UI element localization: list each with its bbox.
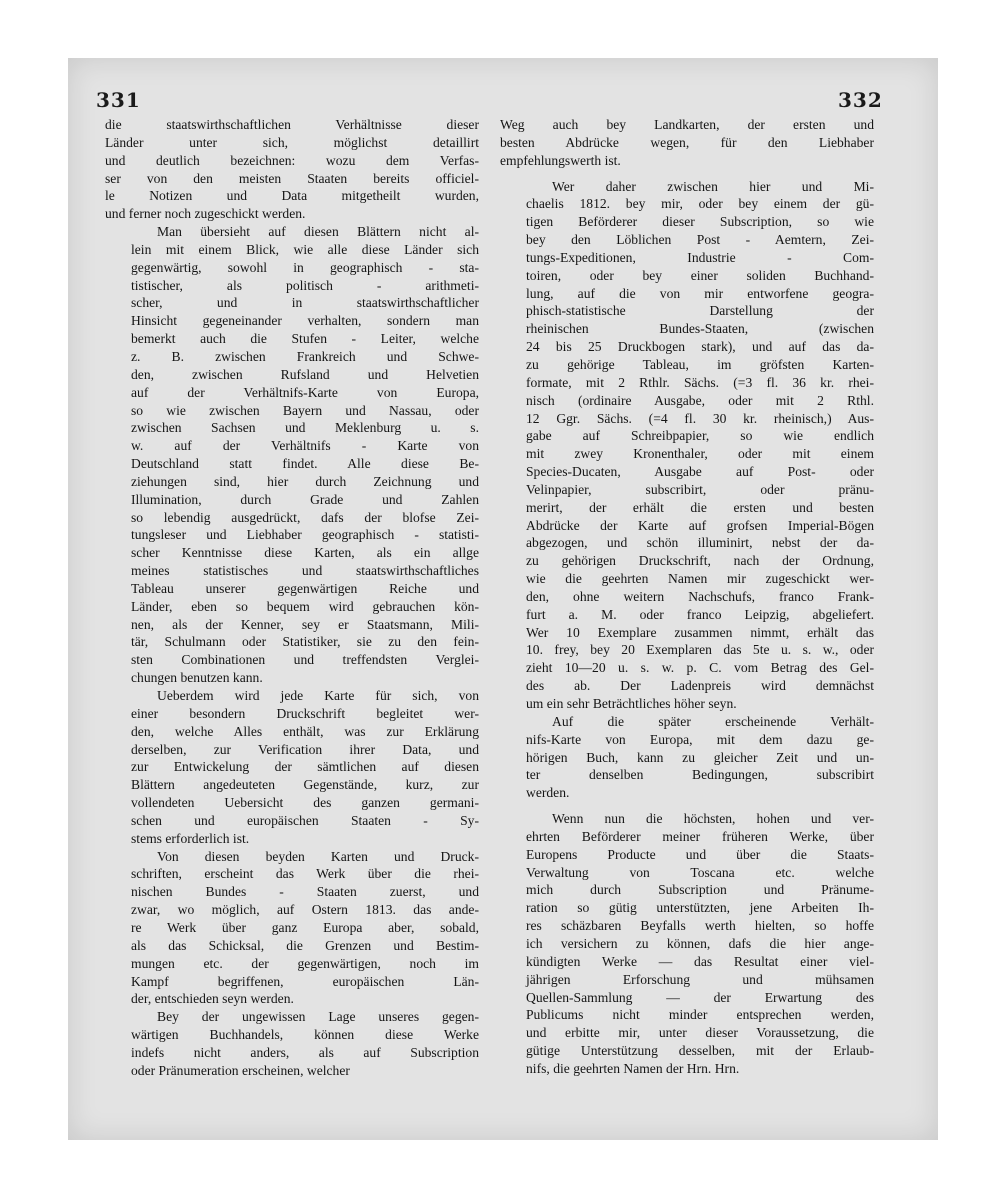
text-line: tär, Schulmann oder Statistiker, sie zu den fein-	[131, 634, 479, 650]
text-line: w. auf der Verhältnifs - Karte von	[131, 438, 479, 454]
text-line: ziehungen sind, hier durch Zeichnung und	[131, 473, 479, 489]
text-line: tungsleser und Liebhaber geographisch - statisti-	[131, 527, 479, 543]
text-line: um ein sehr Beträchtliches höher seyn.	[526, 696, 737, 711]
text-line: so lebendig ausgedrückt, dafs der blofse Zei-	[131, 509, 479, 525]
text-line: gütige Unterstützung desselben, mit der Erlaub-	[526, 1043, 874, 1059]
text-line: Weg auch bey Landkarten, der ersten und	[500, 117, 874, 132]
text-line: hörigen Buch, kann zu gleicher Zeit und un-	[526, 749, 874, 765]
text-line: ration so gütig unterstützten, jene Arbeiten Ih-	[526, 900, 874, 916]
text-line: wie die geehrten Namen mir zugeschickt wer-	[526, 571, 874, 587]
paragraph	[105, 223, 479, 687]
text-line: sten Combinationen und treffendsten Verglei-	[131, 652, 479, 668]
text-line: so wie zwischen Bayern und Nassau, oder	[131, 402, 479, 418]
text-line: 24 bis 25 Druckbogen stark), und auf das da-	[526, 339, 874, 355]
text-line: und deutlich bezeichnen: wozu dem Verfas-	[105, 152, 479, 168]
text-line: werden.	[526, 785, 570, 801]
text-line: besten Abdrücke wegen, für den Liebhaber	[500, 134, 874, 150]
text-line: rheinischen Bundes-Staaten, (zwischen	[526, 321, 874, 337]
text-line: ser von den meisten Staaten bereits officiel-	[105, 170, 479, 186]
text-line: 10. frey, bey 20 Exemplaren das 5te u. s. w., oder	[526, 642, 874, 658]
text-line: Quellen-Sammlung — der Erwartung des	[526, 989, 874, 1005]
text-line: formate, mit 2 Rthlr. Sächs. (=3 fl. 36 kr. rhei-	[526, 374, 874, 390]
text-line: scher, und in staatswirthschaftlicher	[131, 295, 479, 311]
text-line: ter denselben Bedingungen, subscribirt	[526, 767, 874, 783]
text-line: Bey der ungewissen Lage unseres gegen-	[157, 1009, 479, 1025]
text-line: wärtigen Buchhandels, können diese Werke	[131, 1027, 479, 1043]
text-line: ehrten Beförderer meiner früheren Werke, über	[526, 828, 874, 844]
text-line: indefs nicht anders, als auf Subscription	[131, 1044, 479, 1060]
text-line: empfehlungswerth ist.	[500, 152, 621, 168]
text-line: einer besondern Druckschrift begleitet wer-	[131, 705, 479, 721]
text-line: Von diesen beyden Karten und Druck-	[157, 848, 479, 864]
text-line: tigen Beförderer dieser Subscription, so wie	[526, 214, 874, 230]
right-column	[500, 116, 874, 1078]
text-line: mit zwey Kronenthaler, oder mit einem	[526, 446, 874, 462]
text-line: lung, auf die von mir entworfene geogra-	[526, 285, 874, 301]
text-line: Wenn nun die höchsten, hohen und ver-	[552, 811, 874, 827]
text-line: und erbitte mir, unter dieser Voraussetzung, die	[526, 1025, 874, 1041]
text-line: der, entschieden seyn werden.	[131, 991, 294, 1007]
text-line: Länder, eben so bequem wird gebrauchen kön-	[131, 598, 479, 614]
text-line: und ferner noch zugeschickt werden.	[105, 206, 306, 222]
text-line: mich durch Subscription und Pränume-	[526, 882, 874, 898]
text-line: Länder unter sich, möglichst detaillirt	[105, 134, 479, 150]
text-line: Illumination, durch Grade und Zahlen	[131, 491, 479, 507]
text-line: Hinsicht gegeneinander verhalten, sondern man	[131, 313, 479, 329]
text-line: schen und europäischen Staaten - Sy-	[131, 812, 479, 828]
text-line: Wer 10 Exemplare zusammen nimmt, erhält das	[526, 624, 874, 640]
text-line: oder Pränumeration erscheinen, welcher	[131, 1062, 350, 1078]
text-line: furt a. M. oder franco Leipzig, abgeliefert.	[526, 606, 874, 622]
text-line: Abdrücke der Karte auf grofsen Imperial-Bögen	[526, 517, 874, 533]
text-line: phisch-statistische Darstellung der	[526, 303, 874, 319]
text-line: Publicums nicht minder entsprechen werden,	[526, 1007, 874, 1023]
text-line: den, zwischen Rufsland und Helvetien	[131, 366, 479, 382]
text-line: Deutschland statt findet. Alle diese Be-	[131, 456, 479, 472]
text-line: zu gehörigen Druckschrift, nach der Ordnung,	[526, 553, 874, 569]
left-column	[105, 116, 479, 1080]
paragraph-gap	[500, 170, 874, 178]
text-line: die staatswirthschaftlichen Verhältnisse dieser	[105, 117, 479, 132]
text-line: jährigen Erforschung und mühsamen	[526, 971, 874, 987]
text-line: Species-Ducaten, Ausgabe auf Post- oder	[526, 464, 874, 480]
page-number-right: 332	[838, 88, 883, 112]
text-line: derselben, zur Verification ihrer Data, und	[131, 741, 479, 757]
text-line: lein mit einem Blick, wie alle diese Länder sich	[131, 241, 479, 257]
text-line: Europens Producte und über die Staats-	[526, 846, 874, 862]
text-line: kündigten Werke — das Resultat einer viel-	[526, 953, 874, 969]
text-line: ich versichern zu können, dafs die hier ange-	[526, 935, 874, 951]
text-line: merirt, der erhält die ersten und besten	[526, 499, 874, 515]
text-line: des ab. Der Ladenpreis wird demnächst	[526, 678, 874, 694]
text-line: Man übersieht auf diesen Blättern nicht al-	[157, 224, 479, 240]
text-line: scher Kenntnisse diese Karten, als ein allge	[131, 545, 479, 561]
text-line: zieht 10—20 u. s. w. p. C. vom Betrag des Gel-	[526, 660, 874, 676]
paragraph	[105, 116, 479, 223]
text-line: als das Schicksal, die Grenzen und Bestim-	[131, 937, 479, 953]
page-number-left: 331	[96, 88, 141, 112]
text-line: nen, als der Kenner, sey er Staatsmann, Mili-	[131, 616, 479, 632]
text-line: toiren, oder bey einer soliden Buchhand-	[526, 267, 874, 283]
text-line: Tableau unserer gegenwärtigen Reiche und	[131, 580, 479, 596]
paragraph	[105, 687, 479, 848]
text-line: zu gehörige Tableau, im gröfsten Karten-	[526, 356, 874, 372]
text-line: stems erforderlich ist.	[131, 830, 250, 846]
text-line: meines statistisches und staatswirthschaftliches	[131, 563, 479, 579]
text-line: tistischer, als politisch - arithmeti-	[131, 277, 479, 293]
text-line: zwar, wo möglich, auf Ostern 1813. das ande-	[131, 902, 479, 918]
paragraph	[105, 848, 479, 1009]
text-line: res schäzbaren Beyfalls werth hielten, so hoffe	[526, 918, 874, 934]
text-line: Ueberdem wird jede Karte für sich, von	[157, 688, 479, 703]
text-line: bey den Löblichen Post - Aemtern, Zei-	[526, 232, 874, 248]
text-line: nifs, die geehrten Namen der Hrn. Hrn.	[526, 1060, 740, 1076]
text-line: re Werk über ganz Europa aber, sobald,	[131, 919, 479, 935]
text-line: le Notizen und Data mitgetheilt wurden,	[105, 188, 479, 204]
text-line: zwischen Sachsen und Meklenburg u. s.	[131, 420, 479, 436]
text-line: gegenwärtig, sowohl in geographisch - sta-	[131, 259, 479, 275]
paragraph	[105, 1008, 479, 1079]
text-line: Wer daher zwischen hier und Mi-	[552, 178, 874, 194]
text-line: schriften, erscheint das Werk über die rhei-	[131, 866, 479, 882]
text-line: gabe auf Schreibpapier, so wie endlich	[526, 428, 874, 444]
text-line: z. B. zwischen Frankreich und Schwe-	[131, 348, 479, 364]
paragraph-gap	[500, 802, 874, 810]
text-line: Auf die später erscheinende Verhält-	[552, 713, 874, 729]
text-line: nisch (ordinaire Ausgabe, oder mit 2 Rthl.	[526, 392, 874, 408]
text-line: tungs-Expeditionen, Industrie - Com-	[526, 249, 874, 265]
text-line: Velinpapier, subscribirt, oder pränu-	[526, 481, 874, 497]
text-line: vollendeten Uebersicht des ganzen germani-	[131, 795, 479, 811]
text-line: chaelis 1812. bey mir, oder bey einem der gü-	[526, 196, 874, 212]
text-line: zur Entwickelung der sämtlichen auf diesen	[131, 759, 479, 775]
text-line: bemerkt auch die Stufen - Leiter, welche	[131, 331, 479, 347]
text-line: den, ohne weitern Nachschufs, franco Frank-	[526, 588, 874, 604]
text-line: chungen benutzen kann.	[131, 670, 263, 686]
paragraph	[500, 116, 874, 170]
text-line: nischen Bundes - Staaten zuerst, und	[131, 884, 479, 900]
text-line: den, welche Alles enthält, was zur Erklärung	[131, 723, 479, 739]
paragraph	[500, 178, 874, 713]
text-line: nifs-Karte von Europa, mit dem dazu ge-	[526, 731, 874, 747]
text-line: 12 Ggr. Sächs. (=4 fl. 30 kr. rheinisch,) Aus-	[526, 410, 874, 426]
text-line: abgezogen, und schön illuminirt, nebst der da-	[526, 535, 874, 551]
paragraph	[500, 810, 874, 1078]
text-line: auf der Verhältnifs-Karte von Europa,	[131, 384, 479, 400]
text-line: Blättern angedeuteten Gegenstände, kurz, zur	[131, 777, 479, 793]
text-line: Kampf begriffenen, europäischen Län-	[131, 973, 479, 989]
text-line: mungen etc. der gegenwärtigen, noch im	[131, 955, 479, 971]
text-line: Verwaltung von Toscana etc. welche	[526, 864, 874, 880]
paragraph	[500, 713, 874, 802]
